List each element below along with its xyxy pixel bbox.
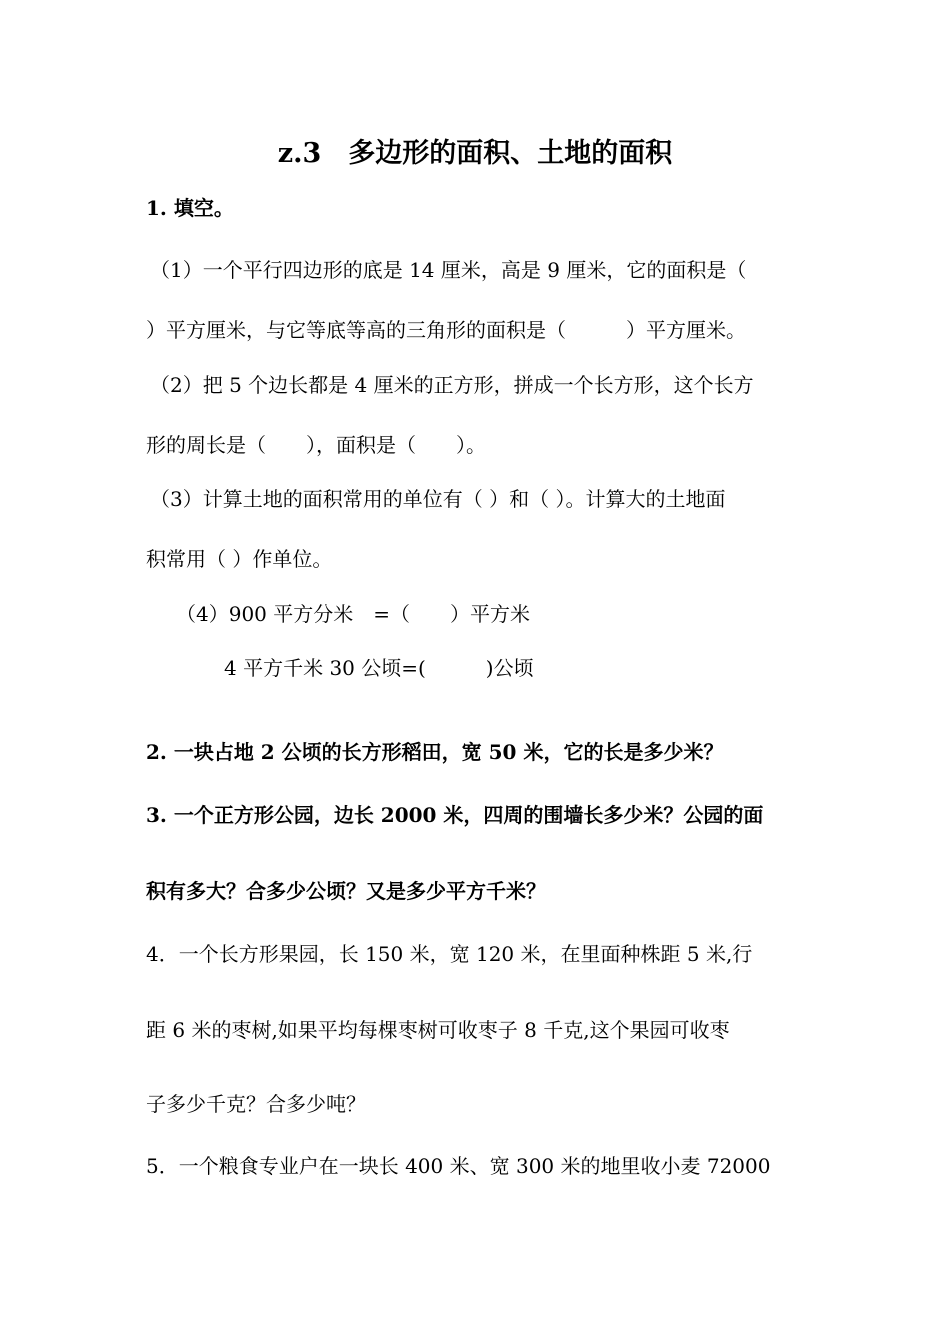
- question-4-line-1: 4．一个长方形果园，长 150 米，宽 120 米，在里面种株距 5 米,行: [146, 942, 753, 966]
- question-3-line-1: 3. 一个正方形公园，边长 2000 米，四周的围墙长多少米？公园的面: [146, 803, 764, 827]
- question-5-line-1: 5．一个粮食专业户在一块长 400 米、宽 300 米的地里收小麦 72000: [146, 1154, 771, 1178]
- question-1-4-line-1: （4）900 平方分米 =（ ）平方米: [176, 602, 531, 626]
- page-title: z.3 多边形的面积、土地的面积: [277, 138, 673, 169]
- question-1-4-line-2: 4 平方千米 30 公顷=( )公顷: [224, 656, 534, 680]
- question-3-line-2: 积有多大？合多少公顷？又是多少平方千米？: [146, 879, 546, 903]
- question-4-line-2: 距 6 米的枣树,如果平均每棵枣树可收枣子 8 千克,这个果园可收枣: [146, 1018, 730, 1042]
- question-1-1-line-2: ）平方厘米，与它等底等高的三角形的面积是（ ）平方厘米。: [146, 318, 746, 342]
- question-2: 2. 一块占地 2 公顷的长方形稻田，宽 50 米，它的长是多少米？: [146, 740, 724, 764]
- section-heading-fill-blanks: 1. 填空。: [146, 196, 234, 220]
- question-1-3-line-1: （3）计算土地的面积常用的单位有（ ）和（ ）。计算大的土地面: [150, 487, 726, 511]
- question-4-line-3: 子多少千克？合多少吨？: [146, 1092, 366, 1116]
- question-1-2-line-2: 形的周长是（ ），面积是（ ）。: [146, 433, 486, 457]
- question-1-1-line-1: （1）一个平行四边形的底是 14 厘米，高是 9 厘米，它的面积是（: [150, 258, 747, 282]
- question-1-2-line-1: （2）把 5 个边长都是 4 厘米的正方形，拼成一个长方形，这个长方: [150, 373, 754, 397]
- question-1-3-line-2: 积常用（ ）作单位。: [146, 547, 333, 571]
